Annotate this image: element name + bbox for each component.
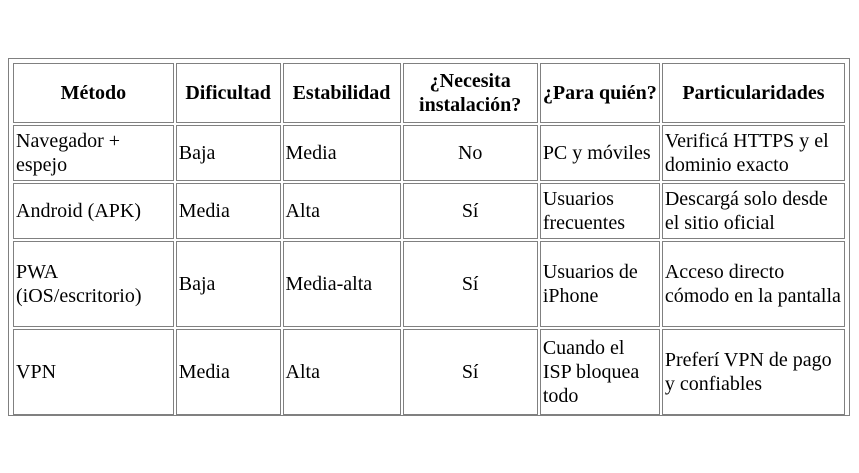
cell-para-quien: Cuando el ISP bloquea todo (540, 329, 660, 415)
cell-para-quien: PC y móviles (540, 125, 660, 181)
table-header-row (13, 63, 845, 123)
cell-dificultad: Media (176, 329, 281, 415)
table-row (13, 125, 845, 181)
cell-particularidades: Descargá solo desde el sitio oficial (662, 183, 845, 239)
table-row (13, 183, 845, 239)
cell-metodo: VPN (13, 329, 174, 415)
header-para-quien: ¿Para quién? (540, 63, 660, 123)
header-particularidades: Particularidades (662, 63, 845, 123)
cell-dificultad: Baja (176, 125, 281, 181)
cell-metodo: Navegador + espejo (13, 125, 174, 181)
cell-instalacion: No (403, 125, 538, 181)
cell-estabilidad: Media (283, 125, 401, 181)
cell-estabilidad: Alta (283, 329, 401, 415)
cell-dificultad: Baja (176, 241, 281, 327)
cell-particularidades: Acceso directo cómodo en la pantalla (662, 241, 845, 327)
cell-particularidades: Preferí VPN de pago y confiables (662, 329, 845, 415)
cell-para-quien: Usuarios de iPhone (540, 241, 660, 327)
cell-estabilidad: Alta (283, 183, 401, 239)
table-row (13, 329, 845, 415)
comparison-table-frame (8, 58, 850, 416)
cell-instalacion: Sí (403, 329, 538, 415)
cell-estabilidad: Media-alta (283, 241, 401, 327)
cell-dificultad: Media (176, 183, 281, 239)
header-dificultad: Dificultad (176, 63, 281, 123)
cell-instalacion: Sí (403, 183, 538, 239)
cell-metodo: Android (APK) (13, 183, 174, 239)
cell-particularidades: Verificá HTTPS y el dominio exacto (662, 125, 845, 181)
header-necesita-instalacion: ¿Necesita instalación? (403, 63, 538, 123)
table-row (13, 241, 845, 327)
comparison-table (11, 61, 847, 417)
cell-para-quien: Usuarios frecuentes (540, 183, 660, 239)
cell-instalacion: Sí (403, 241, 538, 327)
header-estabilidad: Estabilidad (283, 63, 401, 123)
cell-metodo: PWA (iOS/escritorio) (13, 241, 174, 327)
header-metodo: Método (13, 63, 174, 123)
